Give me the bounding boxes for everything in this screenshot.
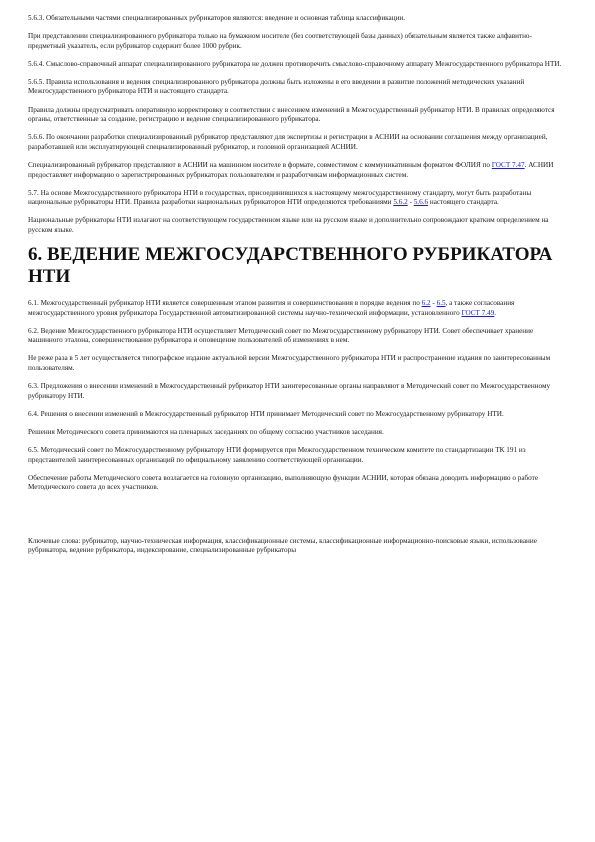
paragraph [28,32,565,51]
paragraph-text: Решения Методического совета принимаются на пленарных заседаниях по общему согласию участников заседания. [28,427,384,436]
paragraph [28,446,565,465]
paragraph-text: 6.3. Предложения о внесении изменений в Межгосударственный рубрикатор НТИ заинтересованные органы направляют в Методический совет по Межгосударственному рубрикатору НТИ. [28,382,551,400]
paragraph-text: Правила должны предусматривать оперативную корректировку в соответствии с внесением изменений в Межгосударственный рубрикатор НТИ. В правилах определяются органы, ответственные за создание, регистрацию и ведение специализированного рубрикатора. [28,105,555,124]
paragraph [28,14,565,24]
paragraph-text: . АСНИИ предоставляет информацию о зарегистрированных рубрикаторах пользователям и разработчикам информационных систем. [28,160,554,179]
paragraph-text: 6.5. Методический совет по Межгосударственному рубрикатору НТИ формируется при Межгосударственном техническом комитете по стандартизации ТК 191 из представителей заинтересованных организаций по официальному заявлению соответствующей организации. [28,445,526,464]
paragraph [28,474,565,493]
standard-reference-link[interactable]: ГОСТ 7.47 [491,160,525,169]
paragraph-text: 6.1. Межгосударственный рубрикатор НТИ является совершенным этапом развития и совершенствования в порядке ведения по [28,299,422,307]
paragraph [28,428,565,438]
section-5-continued [28,14,565,236]
paragraph [28,299,565,318]
section-6-heading: 6. ВЕДЕНИЕ МЕЖГОСУДАРСТВЕННОГО РУБРИКАТОРА НТИ [28,244,553,287]
paragraph [28,133,565,152]
paragraph-text: . [494,308,497,317]
paragraph [28,78,565,97]
paragraph-text: Не реже раза в 5 лет осуществляется типографское издание актуальной версии Межгосударственного рубрикатора НТИ и распространение издания по заинтересованным пользователям. [28,354,551,372]
paragraph [28,189,565,208]
standard-reference-link[interactable]: ГОСТ 7.49 [461,308,495,317]
paragraph-text: - [407,198,414,207]
paragraph [28,216,565,235]
paragraph-text: Специализированный рубрикатор представляют в АСНИИ на машинном носителе в формате, совместимом с коммуникативным форматом ФОЛИЯ по [28,160,492,169]
paragraph-text: 5.6.6. По окончании разработки специализированный рубрикатор представляют для экспертизы и регистрации в АСНИИ на основании соглашения между организацией, разработавшей или эксплуатирующей специализированный рубрикатор, и головной организацией АСНИИ. [28,133,548,151]
paragraph [28,60,565,70]
standard-reference-link[interactable]: 5.6.6 [413,198,429,207]
paragraph-text: 5.7. На основе Межгосударственного рубрикатора НТИ в государствах, присоединившихся к настоящему межгосударственному стандарту, могут быть разработаны национальные рубрикаторы НТИ. Правила разработки национальных рубрикаторов НТИ определяются требованиями [28,188,532,207]
paragraph [28,106,565,125]
paragraph-text: настоящего стандарта. [428,198,499,207]
paragraph-text: , а также согласования межгосударственного уровня рубрикатора Государственной автоматизированной системы научно-технической информации, установленного [28,299,515,317]
paragraph [28,327,565,346]
paragraph-text: 6.2. Ведение Межгосударственного рубрикатора НТИ осуществляет Методический совет по Межгосударственному рубрикатору НТИ. Совет обеспечивает хранение машинного эталона, совершенствование рубрикатора и оповещение пользователей об изменениях в нем. [28,326,534,345]
paragraph [28,410,565,420]
standard-reference-link[interactable]: 6.2 [421,299,431,307]
paragraph-text: 5.6.3. Обязательными частями специализированных рубрикаторов являются: введение и основная таблица классификации. [28,14,406,22]
paragraph [28,354,565,373]
paragraph-text: 5.6.5. Правила использования и ведения специализированного рубрикатора должны быть изложены в его введении в развитие положений методических указаний Межгосударственного рубрикатора НТИ и настоящего стандарта. [28,77,525,96]
paragraph-text: 5.6.4. Смыслово-справочный аппарат специализированного рубрикатора не должен противоречить смыслово-справочному аппарату Межгосударственного рубрикатора НТИ. [28,59,562,68]
standard-reference-link[interactable]: 6.5 [436,299,446,307]
paragraph [28,161,565,180]
standard-reference-link[interactable]: 5.6.2 [393,198,408,207]
paragraph-text: Национальные рубрикаторы НТИ излагают на соответствующем государственном языке или на русском языке и дополнительно сопровождают кратким определением на русском языке. [28,216,549,234]
paragraph [28,382,565,401]
paragraph-text: При представлении специализированного рубрикатора только на бумажном носителе (без соответствующей базы данных) обязательным является также алфавитно-предметный указатель, если рубрикатор содержит более 1000 рубрик. [28,32,532,50]
section-6-body [28,299,565,493]
paragraph-text: - [430,299,437,307]
document-page [28,14,565,565]
keywords-paragraph: Ключевые слова: рубрикатор, научно-техническая информация, классификационные системы, классификационные информационно-поисковые языки, использование рубрикатора, ведение рубрикатора, индексирование, специализированные рубрикаторы [28,536,537,555]
paragraph-text: Обеспечение работы Методического совета возлагается на головную организацию, выполняющую функции АСНИИ, которая обязана доводить информацию о работе Методического совета до всех участников. [28,473,539,492]
paragraph-text: 6.4. Решения о внесении изменений в Межгосударственный рубрикатор НТИ принимает Методический совет по Межгосударственному рубрикатору НТИ. [28,409,504,418]
